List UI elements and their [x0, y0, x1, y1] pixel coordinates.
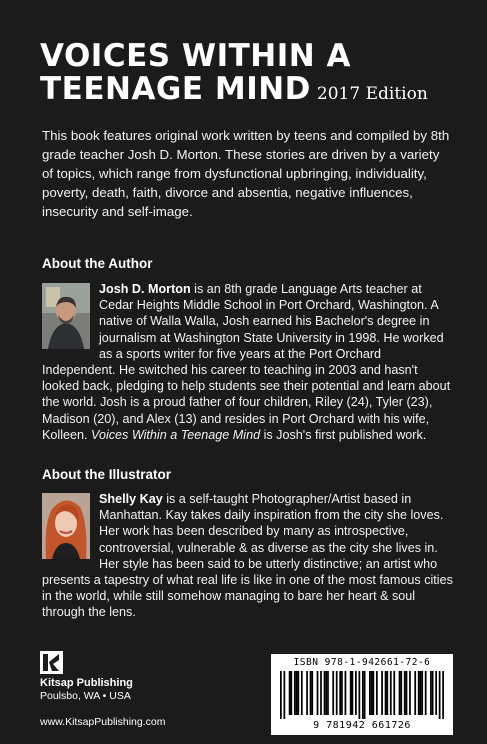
- barcode-bar: [355, 671, 357, 715]
- publisher-name: Kitsap Publishing: [40, 677, 133, 689]
- barcode-bar: [418, 671, 420, 715]
- barcode-bar: [325, 671, 327, 715]
- barcode-bar: [350, 671, 352, 715]
- barcode-bar: [332, 671, 334, 715]
- barcode-bar: [386, 671, 388, 715]
- barcode-bar: [372, 671, 374, 715]
- about-illustrator-heading: About the Illustrator: [42, 467, 171, 482]
- barcode-bar: [289, 671, 291, 715]
- author-photo-icon: [42, 283, 90, 349]
- barcode-bar: [381, 671, 383, 715]
- barcode-bar: [442, 671, 444, 719]
- barcode-bar: [371, 671, 373, 715]
- publisher-location: Poulsbo, WA • USA: [40, 690, 131, 702]
- barcode-box: [271, 654, 453, 735]
- barcode-digits: 9 781942 661726: [313, 720, 411, 731]
- barcode-bar: [362, 671, 364, 719]
- barcode-bar: [369, 671, 371, 715]
- publisher-url: www.KitsapPublishing.com: [40, 716, 166, 728]
- barcode-bar: [399, 671, 401, 715]
- illustrator-bio: [42, 491, 454, 621]
- barcode-bar: [421, 671, 423, 715]
- author-bio: [42, 281, 454, 443]
- illustrator-bio-text: is a self-taught Photographer/Artist based in Manhattan. Kay takes daily inspiration from the city she loves. Her work has been described by many as introspective, controversial, vulnerable & as diverse as the city she lives in. Her style has been said to be utterly distinctive; an artist who presents a tapestry of what real life is like in one of the most famous cities in the world, while still somehow managing to bare her heart & soul through the lens.: [42, 492, 453, 620]
- barcode-bar: [306, 671, 308, 715]
- barcode-bar: [310, 671, 312, 715]
- title-line-2: [40, 73, 470, 111]
- barcode-bar: [320, 671, 322, 715]
- barcode-bar: [327, 671, 329, 715]
- barcode-bar: [345, 671, 347, 715]
- barcode-bar: [420, 671, 422, 715]
- barcode-bar: [409, 671, 411, 715]
- illustrator-photo-icon: [42, 493, 90, 559]
- illustrator-name: Shelly Kay: [99, 492, 163, 506]
- barcode-bar: [297, 671, 299, 715]
- title-line-2-text: TEENAGE MIND: [40, 71, 311, 107]
- isbn-text: ISBN 978-1-942661-72-6: [293, 657, 431, 668]
- barcode-bar: [400, 671, 402, 715]
- barcode-bar: [280, 671, 282, 719]
- book-description: This book features original work written by teens and compiled by 8th grade teacher Josh D. Morton. These stories are driven by a variety of topics, which range from dysfunctional upbringing, individuality, poverty, death, faith, divorce and absentia, negative influences, insecurity and self-image.: [42, 128, 450, 219]
- publisher-block: [40, 651, 230, 729]
- book-title: [40, 40, 470, 111]
- barcode-bar: [376, 671, 378, 715]
- barcode-bar: [432, 671, 434, 715]
- barcode-bar: [283, 671, 285, 719]
- barcode-bar: [430, 671, 432, 715]
- barcode-bar: [364, 671, 366, 719]
- about-author-heading: About the Author: [42, 256, 153, 271]
- barcode-bar: [425, 671, 427, 715]
- barcode-bar: [290, 671, 292, 715]
- barcode-bar: [336, 671, 338, 715]
- barcode-bar: [311, 671, 313, 715]
- barcode-bar: [301, 671, 303, 715]
- barcode-bar: [341, 671, 343, 715]
- barcode-bar: [359, 671, 361, 719]
- barcode-bar: [393, 671, 395, 715]
- barcode-bar: [414, 671, 416, 715]
- author-bio-text-1: is an 8th grade Language Arts teacher at Cedar Heights Middle School in Port Orchard, Washington. A native of Walla Walla, Josh earned his Bachelor's degree in journalism at Washington State University in 1998. He worked as a sports writer for five years at the Port Orchard Independent. He switched his career to teaching in 2003 and hasn't looked back, pledging to help students see their potential and learn about the world. Josh is a proud father of four children, Riley (24), Tyler (23), Madison (20), and Alex (13) and resides in Port Orchard with his wife, Kolleen.: [42, 282, 451, 442]
- barcode-bar: [324, 671, 326, 715]
- barcode-icon: [280, 671, 444, 719]
- barcode-bar: [296, 671, 298, 715]
- kitsap-logo-icon: [40, 651, 63, 674]
- author-name: Josh D. Morton: [99, 282, 191, 296]
- author-bio-text-2: is Josh's first published work.: [260, 427, 427, 442]
- barcode-bar: [406, 671, 408, 715]
- barcode-bar: [352, 671, 354, 715]
- barcode-bar: [385, 671, 387, 715]
- barcode-bar: [435, 671, 437, 715]
- barcode-bar: [390, 671, 392, 715]
- barcode-bar: [439, 671, 441, 719]
- barcode-bar: [339, 671, 341, 715]
- barcode-bar: [294, 671, 296, 715]
- edition-label: 2017 Edition: [316, 84, 428, 104]
- barcode-bar: [404, 671, 406, 715]
- book-title-reference: Voices Within a Teenage Mind: [91, 427, 261, 442]
- title-line-1: VOICES WITHIN A: [40, 38, 351, 74]
- barcode-bar: [317, 671, 319, 715]
